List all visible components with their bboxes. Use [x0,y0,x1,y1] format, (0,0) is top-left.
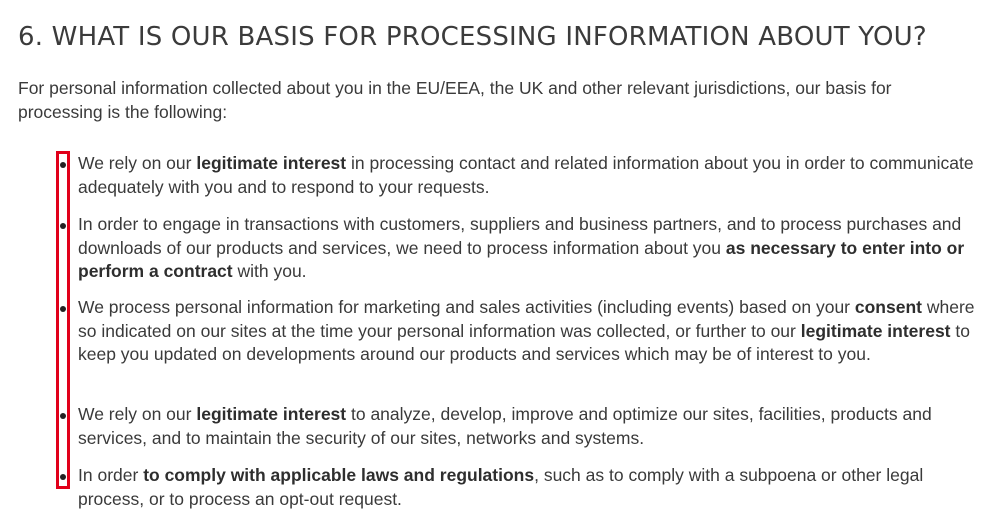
bold-emphasis: consent [854,297,922,317]
bullet-text: We process personal information for marketing and sales activities (including events) based on your consent where so indicated on our sites at the time your personal information was collected, or further to our legitimate interest to keep you updated on developments around our products and services which may be of interest to you. [78,297,975,364]
bullet-text: We rely on our legitimate interest in processing contact and related information about you in order to communicate adequately with you and to respond to your requests. [78,153,974,197]
bold-emphasis: to comply with applicable laws and regulations [143,465,535,485]
bullet-text: We rely on our legitimate interest to analyze, develop, improve and optimize our sites, facilities, products and services, and to maintain the security of our sites, networks and systems. [78,404,932,448]
intro-paragraph: For personal information collected about you in the EU/EEA, the UK and other relevant jurisdictions, our basis for processing is the following: [18,78,892,122]
section-heading: 6. WHAT IS OUR BASIS FOR PROCESSING INFORMATION ABOUT YOU? [18,22,927,52]
bullet-text: In order to engage in transactions with customers, suppliers and business partners, and to process purchases and downloads of our products and services, we need to process information about you as necessary to enter into or perform a contract with you. [78,214,965,281]
bold-emphasis: legitimate interest [196,153,347,173]
bold-emphasis: legitimate interest [800,320,951,341]
bold-emphasis: legitimate interest [196,404,347,424]
bullet-text: In order to comply with applicable laws and regulations, such as to comply with a subpoena or other legal process, or to process an opt-out request. [78,465,924,509]
bold-emphasis: as necessary to enter into or perform a contract [78,237,965,281]
bullet-highlight-box [56,151,70,489]
